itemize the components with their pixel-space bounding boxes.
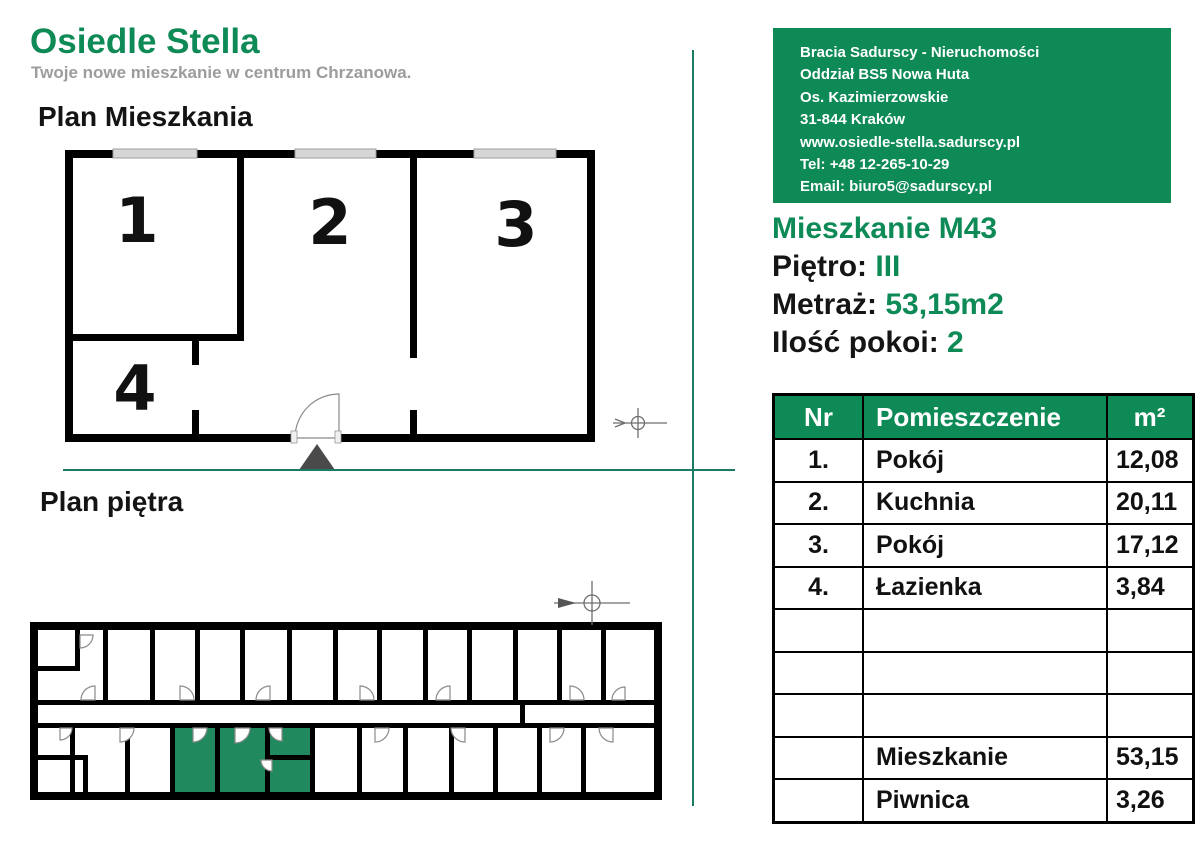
contact-card (773, 28, 1171, 203)
table-row-summary (774, 779, 1194, 822)
entrance-door (295, 394, 339, 438)
cell-area: 3,84 (1107, 567, 1194, 610)
wall (410, 150, 417, 358)
vertical-divider (692, 50, 694, 806)
wall (237, 150, 244, 340)
floor-label: Piętro: (772, 250, 868, 283)
area-table (772, 393, 1195, 824)
wall (340, 434, 595, 442)
cell-room: Pokój (863, 524, 1107, 567)
rooms-label: Ilość pokoi: (772, 326, 939, 359)
cell-room (863, 694, 1107, 737)
wall (65, 150, 73, 442)
header-area: m² (1107, 395, 1194, 440)
door-arc (180, 686, 194, 700)
cell-area: 17,12 (1107, 524, 1194, 567)
room-label-4: 4 (113, 352, 157, 425)
table-row (774, 482, 1194, 525)
cell-room: Pokój (863, 439, 1107, 482)
cell-nr (774, 609, 864, 652)
table-row (774, 439, 1194, 482)
rooms-value: 2 (947, 326, 964, 359)
door-jamb (291, 431, 297, 443)
door-arc (436, 686, 450, 700)
door-arc (599, 728, 613, 742)
wall (65, 334, 244, 341)
floor-plan-drawing (25, 560, 670, 810)
contact-phone: Tel: +48 12-265-10-29 (800, 156, 950, 174)
contact-company: Bracia Sadurscy - Nieruchomości (800, 44, 1040, 61)
area-label: Metraż: (772, 288, 878, 321)
cell-nr: 1. (774, 439, 864, 482)
survey-marker-icon (554, 581, 630, 625)
apartment-details (772, 210, 1004, 362)
table-row-empty (774, 694, 1194, 737)
cell-nr: 3. (774, 524, 864, 567)
door-arc (120, 728, 134, 742)
cell-area (1107, 694, 1194, 737)
window (474, 149, 556, 158)
door-arc (612, 687, 625, 700)
section-title-floor-plan: Plan piętra (40, 486, 184, 517)
header-room: Pomieszczenie (863, 395, 1107, 440)
window (295, 149, 376, 158)
table-row (774, 524, 1194, 567)
contact-city: 31-844 Kraków (800, 111, 906, 129)
rooms-row (772, 324, 1004, 362)
cell-nr: 2. (774, 482, 864, 525)
cell-nr (774, 737, 864, 780)
cell-area: 20,11 (1107, 482, 1194, 525)
door-arc (81, 686, 95, 700)
cell-room: Kuchnia (863, 482, 1107, 525)
cell-area (1107, 652, 1194, 695)
cell-room (863, 652, 1107, 695)
room-label-1: 1 (115, 184, 159, 257)
cell-nr (774, 652, 864, 695)
cell-area (1107, 609, 1194, 652)
contact-website: www.osiedle-stella.sadurscy.pl (800, 133, 1021, 151)
wall (192, 341, 199, 365)
area-row (772, 286, 1004, 324)
table-row (774, 567, 1194, 610)
wall (410, 410, 417, 442)
window (113, 149, 197, 158)
header-nr: Nr (774, 395, 864, 440)
door-arc (295, 394, 339, 438)
door-arc (375, 728, 389, 742)
table-row-empty (774, 609, 1194, 652)
floor-value: III (875, 250, 901, 283)
table-row-summary (774, 737, 1194, 780)
cell-area: 12,08 (1107, 439, 1194, 482)
room-label-2: 2 (308, 186, 352, 259)
door-arc (80, 635, 93, 648)
contact-email: Email: biuro5@sadurscy.pl (800, 178, 992, 196)
apartment-title: Mieszkanie M43 (772, 212, 998, 245)
survey-marker-icon (613, 408, 667, 438)
cell-area: 3,26 (1107, 779, 1194, 822)
cell-nr (774, 694, 864, 737)
contact-street: Os. Kazimierzowskie (800, 88, 949, 106)
door-jamb (335, 431, 341, 443)
table-row-empty (774, 652, 1194, 695)
cell-nr (774, 779, 864, 822)
contact-branch: Oddział BS5 Nowa Huta (800, 66, 970, 84)
floor-row (772, 248, 1004, 286)
table-header-row (774, 395, 1194, 440)
cell-room: Mieszkanie (863, 737, 1107, 780)
wall (65, 434, 293, 442)
cell-area: 53,15 (1107, 737, 1194, 780)
room-label-3: 3 (494, 188, 538, 261)
cell-room: Łazienka (863, 567, 1107, 610)
wall (587, 150, 595, 442)
brand-subtitle: Twoje nowe mieszkanie w centrum Chrzanowa. (31, 63, 412, 82)
section-title-apartment-plan: Plan Mieszkania (38, 101, 253, 132)
cell-nr: 4. (774, 567, 864, 610)
horizontal-divider (63, 469, 735, 471)
brand-title: Osiedle Stella (30, 22, 260, 61)
cell-room (863, 609, 1107, 652)
entrance-arrow-icon (299, 444, 335, 470)
door-arc (550, 728, 564, 742)
apartment-plan-drawing (40, 138, 680, 473)
door-arc (360, 686, 374, 700)
wall (192, 410, 199, 442)
door-arc (256, 686, 270, 700)
cell-room: Piwnica (863, 779, 1107, 822)
door-arc (570, 686, 584, 700)
area-value: 53,15m2 (885, 288, 1004, 321)
